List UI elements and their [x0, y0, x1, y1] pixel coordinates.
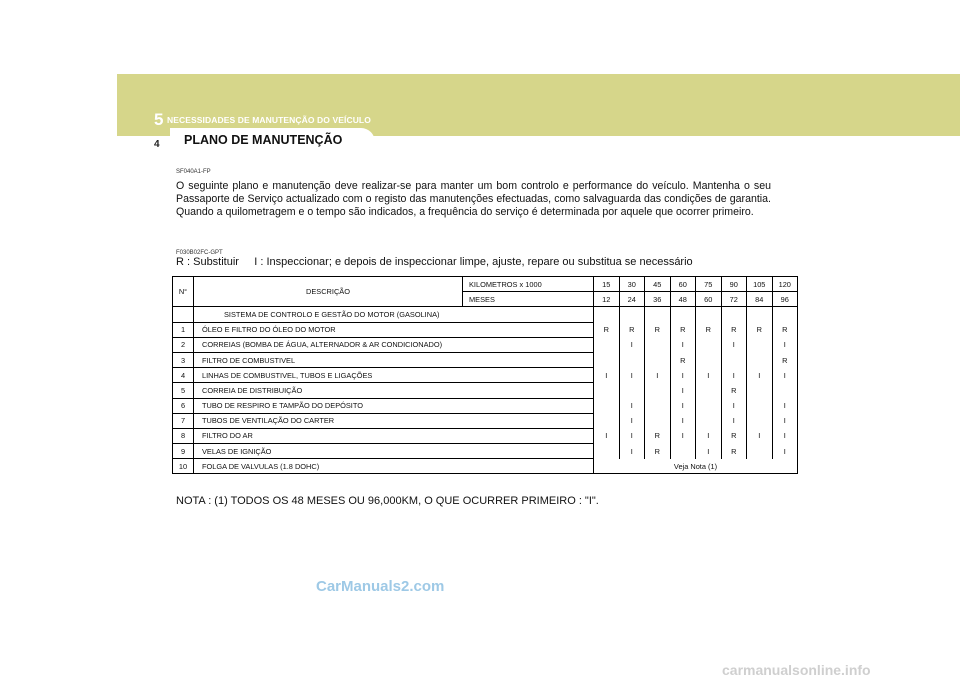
interval-cell: I [619, 368, 645, 383]
row-number [173, 307, 194, 322]
interval-cell: I [619, 413, 645, 428]
interval-cell [696, 413, 722, 428]
row-number: 4 [173, 368, 194, 383]
interval-cell [619, 307, 645, 322]
legend-code: F030B02FC-GPT [176, 250, 223, 256]
km-value: 105 [747, 277, 773, 292]
months-value: 24 [619, 292, 645, 307]
row-number: 10 [173, 459, 194, 474]
interval-cell: I [772, 444, 798, 459]
interval-cell [619, 383, 645, 398]
interval-cell [696, 352, 722, 367]
row-number: 9 [173, 444, 194, 459]
interval-cell: I [670, 337, 696, 352]
row-description: TUBOS DE VENTILAÇÃO DO CARTER [194, 413, 594, 428]
interval-cell [721, 352, 747, 367]
interval-cell [670, 444, 696, 459]
interval-cell [747, 413, 773, 428]
interval-cell: I [670, 368, 696, 383]
page-number: 4 [154, 139, 160, 150]
interval-cell [747, 398, 773, 413]
interval-cell: I [772, 413, 798, 428]
interval-cell: R [645, 322, 671, 337]
table-row [173, 322, 798, 337]
months-value: 12 [594, 292, 620, 307]
table-row [173, 413, 798, 428]
row-number: 6 [173, 398, 194, 413]
interval-cell: I [747, 428, 773, 443]
interval-cell: R [772, 352, 798, 367]
maintenance-table [172, 276, 798, 474]
interval-cell: I [670, 413, 696, 428]
interval-cell: I [696, 368, 722, 383]
interval-cell: I [670, 428, 696, 443]
row-description: CORREIAS (BOMBA DE ÁGUA, ALTERNADOR & AR CONDICIONADO) [194, 337, 594, 352]
interval-cell: I [696, 428, 722, 443]
number-header: N° [173, 277, 194, 307]
interval-cell: I [619, 398, 645, 413]
interval-cell: I [772, 398, 798, 413]
interval-cell: R [619, 322, 645, 337]
interval-cell: I [619, 337, 645, 352]
row-description: FILTRO DO AR [194, 428, 594, 443]
interval-cell: I [721, 337, 747, 352]
months-label: MESES [463, 292, 594, 307]
months-value: 72 [721, 292, 747, 307]
row-number: 7 [173, 413, 194, 428]
interval-cell: R [670, 352, 696, 367]
interval-cell [594, 337, 620, 352]
intro-code: SF040A1-FP [176, 169, 211, 175]
interval-cell [696, 383, 722, 398]
row-description: VELAS DE IGNIÇÃO [194, 444, 594, 459]
table-row [173, 459, 798, 474]
interval-cell: R [696, 322, 722, 337]
interval-cell: I [721, 398, 747, 413]
km-value: 60 [670, 277, 696, 292]
interval-cell: R [721, 383, 747, 398]
row-description: CORREIA DE DISTRIBUIÇÃO [194, 383, 594, 398]
interval-cell: I [696, 444, 722, 459]
row-description: FILTRO DE COMBUSTIVEL [194, 352, 594, 367]
interval-cell [670, 307, 696, 322]
row-description: ÓLEO E FILTRO DO ÓLEO DO MOTOR [194, 322, 594, 337]
interval-cell: I [772, 337, 798, 352]
interval-cell [747, 337, 773, 352]
interval-cell [645, 307, 671, 322]
chapter-title: NECESSIDADES DE MANUTENÇÃO DO VEÍCULO [167, 115, 371, 125]
interval-cell: I [772, 368, 798, 383]
system-title: SISTEMA DE CONTROLO E GESTÃO DO MOTOR (GASOLINA) [194, 307, 594, 322]
interval-cell: R [772, 322, 798, 337]
table-row [173, 383, 798, 398]
interval-cell: I [721, 368, 747, 383]
chapter-number: 5 [154, 110, 164, 129]
table-row [173, 352, 798, 367]
watermark-right: carmanualsonline.info [722, 662, 871, 678]
months-value: 60 [696, 292, 722, 307]
intro-paragraph: O seguinte plano e manutenção deve realizar-se para manter um bom controlo e performance do veículo. Mantenha o seu Passaporte de Serviço actualizado com o registo das manutenções efectuadas, como salvaguarda das condições de garantia. Quando a quilometragem e o tempo são indicados, a frequência do serviço é determinada por aquele que ocorrer primeiro. [176, 180, 771, 218]
interval-cell [696, 337, 722, 352]
row-number: 3 [173, 352, 194, 367]
months-value: 84 [747, 292, 773, 307]
system-row [173, 307, 798, 322]
interval-cell [594, 444, 620, 459]
table-row [173, 444, 798, 459]
interval-cell [696, 398, 722, 413]
table-row [173, 428, 798, 443]
interval-cell [594, 352, 620, 367]
interval-cell [594, 413, 620, 428]
row-description: FOLGA DE VALVULAS (1.8 DOHC) [194, 459, 594, 474]
table-row [173, 398, 798, 413]
interval-cell [696, 307, 722, 322]
km-value: 75 [696, 277, 722, 292]
interval-cell [747, 444, 773, 459]
interval-cell [619, 352, 645, 367]
section-title: PLANO DE MANUTENÇÃO [184, 133, 343, 147]
interval-cell: R [721, 444, 747, 459]
interval-cell: R [721, 428, 747, 443]
interval-cell: R [594, 322, 620, 337]
km-value: 30 [619, 277, 645, 292]
interval-cell: R [670, 322, 696, 337]
interval-cell: I [645, 368, 671, 383]
watermark-left: CarManuals2.com [316, 578, 445, 595]
row-number: 2 [173, 337, 194, 352]
interval-cell [645, 337, 671, 352]
row-number: 5 [173, 383, 194, 398]
interval-cell: I [670, 398, 696, 413]
km-value: 120 [772, 277, 798, 292]
description-header: DESCRIÇÃO [194, 277, 463, 307]
interval-cell [594, 398, 620, 413]
interval-cell: R [721, 322, 747, 337]
interval-cell: I [670, 383, 696, 398]
interval-cell: I [619, 428, 645, 443]
interval-cell: I [721, 413, 747, 428]
km-value: 45 [645, 277, 671, 292]
row-description: LINHAS DE COMBUSTIVEL, TUBOS E LIGAÇÕES [194, 368, 594, 383]
interval-cell [721, 307, 747, 322]
months-value: 96 [772, 292, 798, 307]
table-row [173, 368, 798, 383]
km-value: 15 [594, 277, 620, 292]
interval-cell [645, 352, 671, 367]
km-value: 90 [721, 277, 747, 292]
months-value: 48 [670, 292, 696, 307]
interval-cell: R [645, 428, 671, 443]
km-label: KILOMETROS x 1000 [463, 277, 594, 292]
row-number: 1 [173, 322, 194, 337]
months-value: 36 [645, 292, 671, 307]
row-number: 8 [173, 428, 194, 443]
footnote: NOTA : (1) TODOS OS 48 MESES OU 96,000KM, O QUE OCURRER PRIMEIRO : "I". [176, 495, 599, 507]
interval-cell [747, 383, 773, 398]
interval-cell [645, 383, 671, 398]
legend-text: R : Substituir I : Inspeccionar; e depois de inspeccionar limpe, ajuste, repare ou substitua se necessário [176, 256, 693, 268]
interval-cell: I [772, 428, 798, 443]
interval-cell [772, 307, 798, 322]
table-row [173, 337, 798, 352]
interval-cell: I [747, 368, 773, 383]
interval-cell: R [645, 444, 671, 459]
row-description: TUBO DE RESPIRO E TAMPÃO DO DEPÓSITO [194, 398, 594, 413]
header-band [117, 74, 960, 136]
interval-cell [772, 383, 798, 398]
interval-cell [747, 307, 773, 322]
interval-cell: R [747, 322, 773, 337]
interval-cell [594, 383, 620, 398]
interval-cell [645, 413, 671, 428]
interval-cell: I [594, 368, 620, 383]
interval-cell: I [619, 444, 645, 459]
note-cell: Veja Nota (1) [594, 459, 798, 474]
interval-cell [645, 398, 671, 413]
interval-cell [747, 352, 773, 367]
interval-cell: I [594, 428, 620, 443]
interval-cell [594, 307, 620, 322]
